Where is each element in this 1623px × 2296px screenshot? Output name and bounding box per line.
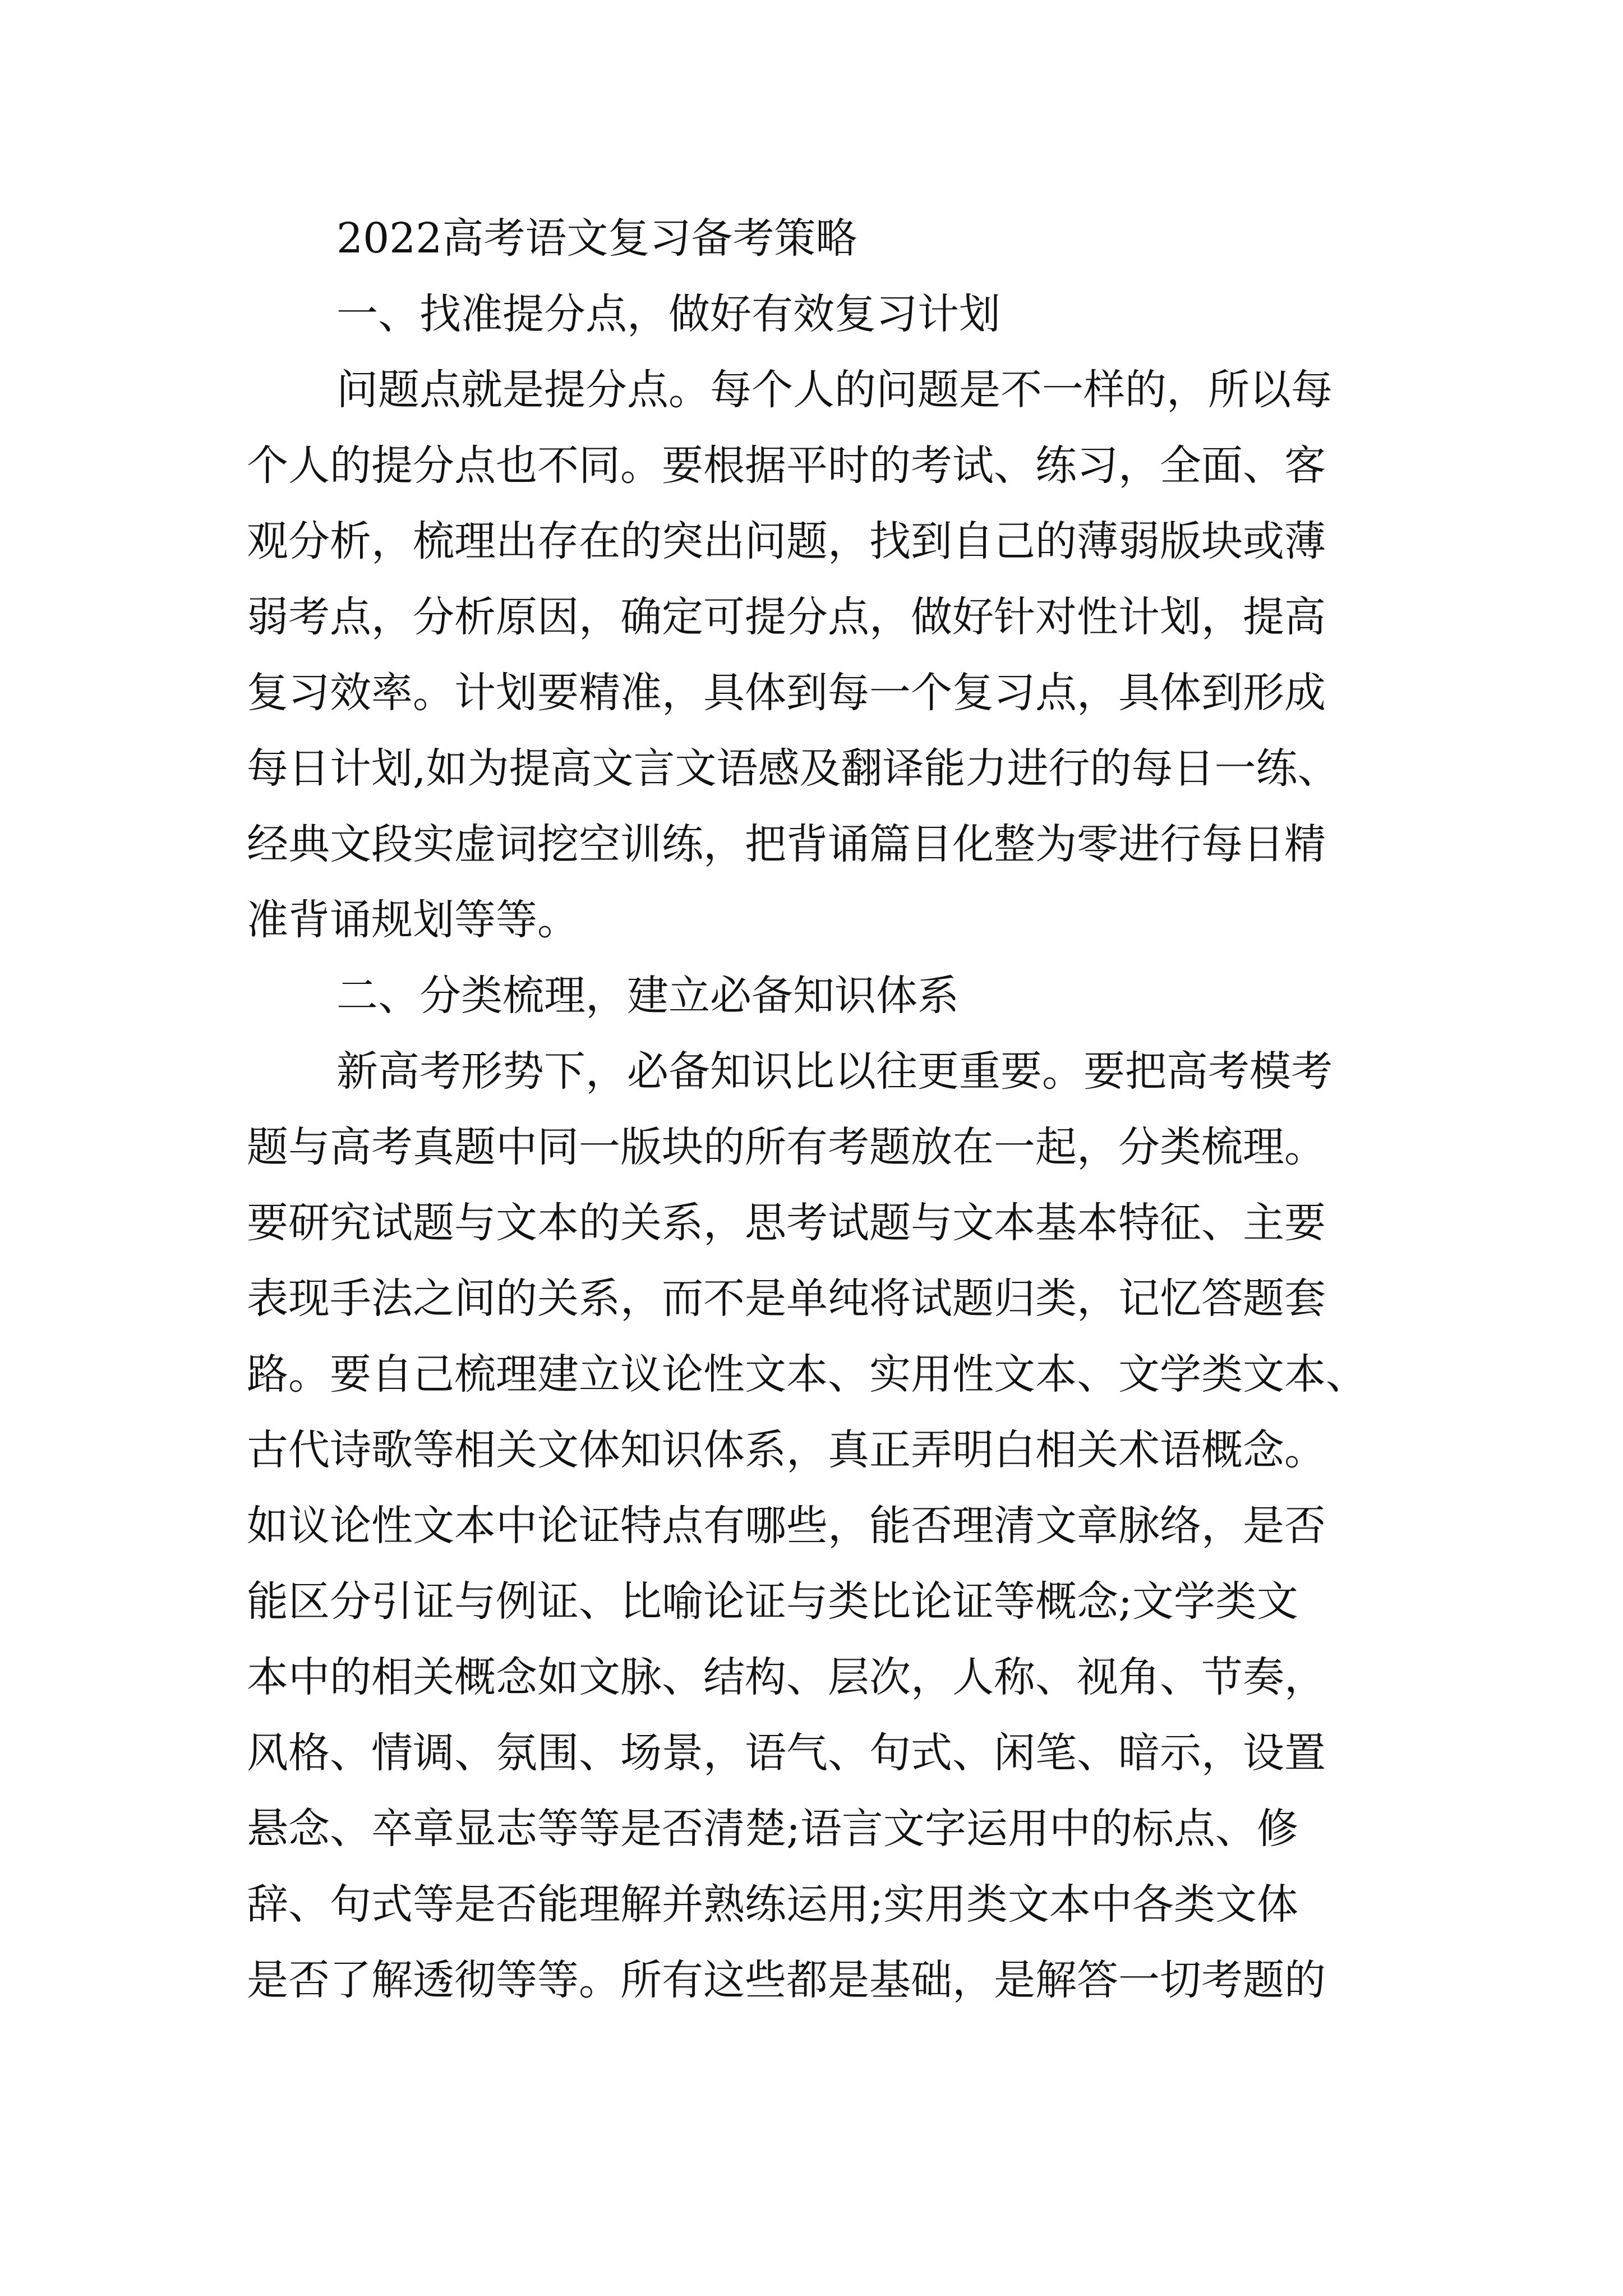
paragraph-1-line: 观分析，梳理出存在的突出问题，找到自己的薄弱版块或薄 (247, 517, 1326, 565)
paragraph-2-line: 是否了解透彻等等。所有这些都是基础，是解答一切考题的 (247, 1956, 1326, 2004)
paragraph-2-line: 题与高考真题中同一版块的所有考题放在一起，分类梳理。 (247, 1123, 1326, 1171)
paragraph-1-line: 准背诵规划等等。 (247, 896, 579, 944)
section-heading-1: 一、找准提分点，做好有效复习计划 (336, 290, 1000, 338)
paragraph-1-line: 经典文段实虚词挖空训练，把背诵篇目化整为零进行每日精 (247, 820, 1326, 868)
paragraph-2-line: 要研究试题与文本的关系，思考试题与文本基本特征、主要 (247, 1199, 1326, 1247)
paragraph-2-line: 路。要自己梳理建立议论性文本、实用性文本、文学类文本、 (247, 1350, 1367, 1398)
paragraph-2-line: 如议论性文本中论证特点有哪些，能否理清文章脉络，是否 (247, 1502, 1326, 1550)
paragraph-2-line: 新高考形势下，必备知识比以往更重要。要把高考模考 (336, 1047, 1332, 1096)
paragraph-1-line: 弱考点，分析原因，确定可提分点，做好针对性计划，提高 (247, 593, 1326, 641)
document-title: 2022高考语文复习备考策略 (336, 214, 857, 263)
paragraph-2-line: 辞、句式等是否能理解并熟练运用;实用类文本中各类文体 (247, 1880, 1298, 1929)
paragraph-1-line: 每日计划,如为提高文言文语感及翻译能力进行的每日一练、 (247, 744, 1339, 793)
section-heading-2: 二、分类梳理，建立必备知识体系 (336, 972, 959, 1020)
paragraph-2-line: 能区分引证与例证、比喻论证与类比论证等概念;文学类文 (247, 1577, 1298, 1626)
paragraph-2-line: 表现手法之间的关系，而不是单纯将试题归类，记忆答题套 (247, 1274, 1326, 1323)
paragraph-1-line: 个人的提分点也不同。要根据平时的考试、练习，全面、客 (247, 441, 1326, 490)
paragraph-2-line: 风格、情调、氛围、场景，语气、句式、闲笔、暗示，设置 (247, 1729, 1326, 1777)
paragraph-1-line: 问题点就是提分点。每个人的问题是不一样的，所以每 (336, 366, 1332, 414)
paragraph-2-line: 悬念、卒章显志等等是否清楚;语言文字运用中的标点、修 (247, 1805, 1298, 1853)
paragraph-2-line: 本中的相关概念如文脉、结构、层次，人称、视角、节奏， (247, 1653, 1326, 1701)
paragraph-2-line: 古代诗歌等相关文体知识体系，真正弄明白相关术语概念。 (247, 1426, 1326, 1474)
paragraph-1-line: 复习效率。计划要精准，具体到每一个复习点，具体到形成 (247, 669, 1326, 717)
